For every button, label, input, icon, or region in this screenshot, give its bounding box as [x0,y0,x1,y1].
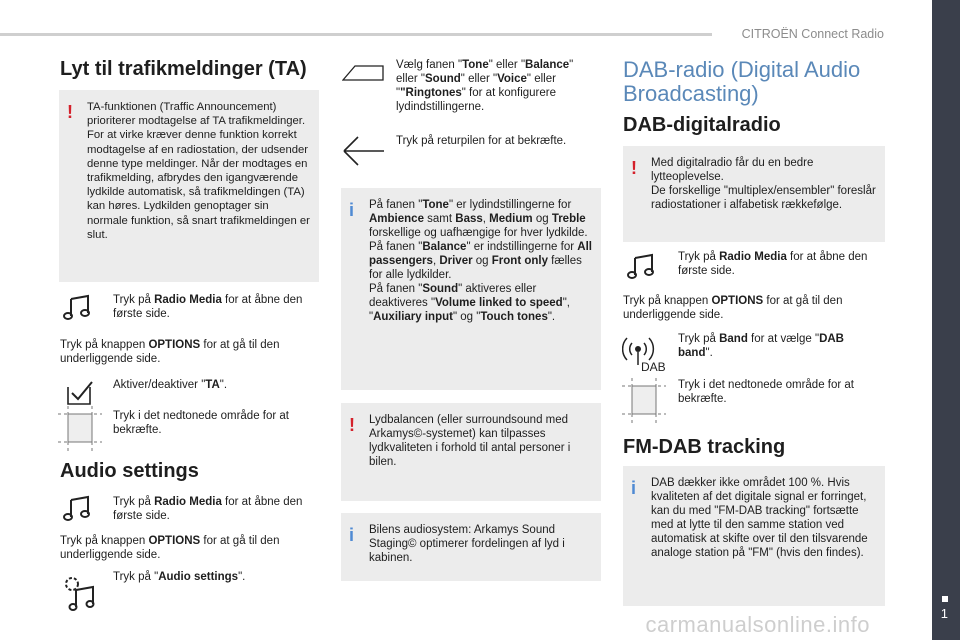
info-icon: i [349,200,355,220]
ta-warning-text: TA-funktionen (Traffic Announcement) prioriterer modtagelse af TA trafikmeldinger. For at virke kræver denne funktion korrekt modtagelse af en radiostation, der udsender denne type meldinger. Når der modtages en trafikmelding, afbrydes den igangværende lydkilde automatisk, så trafikmeldingen (TA) kan høres. Lydkilden genoptager sin normale funktion, så snart trafikmeldingen er slut. [87,101,310,241]
dab-step-options: Tryk på knappen OPTIONS for at gå til den underliggende side. [623,295,843,321]
info-icon-3: i [631,478,637,498]
back-arrow-icon [340,134,386,168]
tone-info-box [341,188,601,390]
fm-dab-info-box [623,466,885,606]
watermark: carmanualsonline.info [645,612,870,637]
fm-dab-title: FM-DAB tracking [623,436,786,458]
sidebar-dot [942,596,948,602]
warning-icon-3: ! [631,158,637,178]
page-number: 1 [940,606,948,621]
audio-settings-icon [60,572,100,612]
ta-title: Lyt til trafikmeldinger (TA) [60,58,307,80]
audio-step-options: Tryk på knappen OPTIONS for at gå til den underliggende side. [60,535,280,561]
dab-heading: DAB-radio (Digital Audio Broadcasting) [623,57,861,106]
music-note-icon [62,293,96,321]
step-options: Tryk på knappen OPTIONS for at gå til den underliggende side. [60,339,280,365]
dab-warning-box [623,146,885,242]
step-confirm-area: Tryk i det nedtonede område for at bekræfte. [113,410,290,436]
dab-icon-label: DAB [641,360,666,373]
balance-warning-box [341,403,601,501]
music-note-icon-3 [626,252,660,280]
dab-band-icon [622,333,670,373]
dab-step-band: Tryk på Band for at vælge "DAB band". [678,333,844,359]
balance-warning-text: Lydbalancen (eller surroundsound med Arkamys©-systemet) kan tilpasses lydkvaliteten i forhold til antal personer i bilen. [369,414,571,468]
info-icon-2: i [349,525,355,545]
step-select-tab: Vælg fanen "Tone" eller "Balance" eller "Sound" eller "Voice" eller ""Ringtones" for at konfigurere lydindstillingerne. [396,59,574,113]
dab-step-radio-media: Tryk på Radio Media for at åbne den første side. [678,251,868,277]
checkbox-icon [60,377,96,407]
step-back-confirm: Tryk på returpilen for at bekræfte. [396,135,567,147]
step-radio-media: Tryk på Radio Media for at åbne den første side. [113,294,303,320]
fm-dab-info-text: DAB dækker ikke området 100 %. Hvis kvaliteten af det digitale signal er forringet, kan du med "FM-DAB tracking" fortsætte med at lytte til den samme station ved automatisk at skifte over til den tilsvarende analoge station på "FM" (hvis den findes). [651,477,868,559]
right-sidebar [932,0,960,640]
audio-step-settings: Tryk på "Audio settings". [113,571,246,583]
warning-icon: ! [67,102,73,122]
confirm-area-icon [58,406,102,452]
dab-warning-text: Med digitalradio får du en bedre lytteoplevelse. De forskellige "multiplex/ensembler" foreslår radiostationer i alfabetisk rækkefølge. [651,157,876,211]
tone-info-text: På fanen "Tone" er lydindstillingerne for Ambience samt Bass, Medium og Treble forskellige og uafhængige for hver lydkilde. På fanen "Balance" er indstillingerne for All passengers, Driver og Front only fælles for alle lydkilder. På fanen "Sound" aktiveres eller deaktiveres "Volume linked to speed", "Auxiliary input" og "Touch tones". [369,199,592,323]
warning-icon-2: ! [349,415,355,435]
arkamys-info-text: Bilens audiosystem: Arkamys Sound Staging© optimerer fordelingen af lyd i kabinen. [369,524,565,564]
tab-icon [342,60,384,82]
top-divider [0,33,712,36]
arkamys-info-box [341,513,601,581]
ta-warning-box [59,90,319,282]
audio-step-radio-media: Tryk på Radio Media for at åbne den første side. [113,496,303,522]
confirm-area-icon-2 [622,378,666,424]
music-note-icon-2 [62,494,96,522]
step-toggle-ta: Aktiver/deaktiver "TA". [113,379,228,391]
brand-label: CITROËN Connect Radio [741,27,884,41]
dab-step-confirm-area: Tryk i det nedtonede område for at bekræfte. [678,379,855,405]
audio-settings-title: Audio settings [60,460,199,482]
dab-digitalradio-title: DAB-digitalradio [623,114,781,136]
